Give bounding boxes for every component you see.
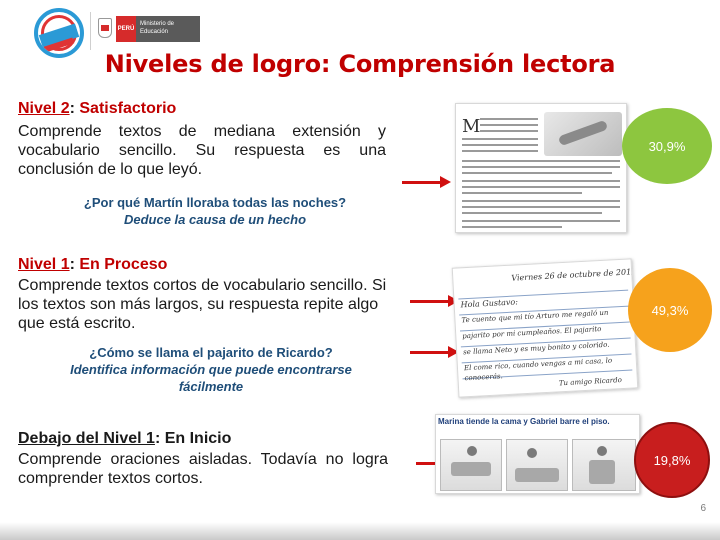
level-2-status: Satisfactorio (74, 100, 177, 117)
level-1-skill: Identifica información que puede encontrarse fácilmente (70, 362, 352, 394)
level-2-name: Nivel 2 (18, 100, 70, 117)
level-1-description: Comprende textos cortos de vocabulario sencillo. Si los textos son más largos, su respuesta repite algo que está escrito. (18, 277, 387, 332)
below-level-1-percent-badge: 19,8% (634, 422, 710, 498)
letter-greeting: Hola Gustavo: (460, 297, 519, 310)
below-level-1-description: Comprende oraciones aisladas. Todavía no logra comprender textos cortos. (18, 451, 388, 487)
level-1-arrow-bottom (410, 351, 450, 354)
level-2-skill: Deduce la causa de un hecho (123, 212, 307, 227)
letter-signature: Tu amigo Ricardo (558, 376, 623, 388)
article-illustration (544, 112, 622, 156)
reading-text-thumbnail (455, 103, 627, 233)
peru-shield-icon (98, 18, 112, 38)
story-caption: Marina tiende la cama y Gabriel barre el piso. (438, 417, 610, 426)
level-2-question-box (70, 194, 360, 228)
below-level-1-heading: Debajo del Nivel 1: En Inicio (18, 430, 232, 447)
below-level-1-name: Debajo del Nivel 1 (18, 430, 155, 447)
level-2-percent-badge: 30,9% (622, 108, 712, 184)
picture-story-thumbnail (435, 414, 640, 494)
story-panel-b (506, 439, 568, 491)
level-1-question-box (56, 344, 366, 395)
story-panel-a (440, 439, 502, 491)
letter-line-5: conocerás. (464, 372, 503, 383)
peru-label: PERÚ (116, 16, 136, 42)
footer-bar (0, 522, 720, 540)
story-panel-c (572, 439, 636, 491)
level-1-status: En Proceso (74, 256, 168, 273)
drop-cap: M (462, 116, 481, 137)
page-number: 6 (700, 503, 706, 514)
letter-thumbnail (452, 258, 639, 397)
level-2-arrow (402, 181, 442, 184)
letter-line-1: Te cuento que mi tío Arturo me regaló un (461, 308, 609, 325)
level-2-description: Comprende textos de mediana extensión y vocabulario sencillo. Su respuesta es una conclusión de lo que leyó. (18, 123, 386, 178)
level-1-question: ¿Cómo se llama el pajarito de Ricardo? (89, 345, 333, 360)
level-2-heading: Nivel 2: Satisfactorio (18, 100, 177, 117)
level-1-heading: Nivel 1: En Proceso (18, 256, 168, 273)
letter-line-4: El come rico, cuando vengas a mi casa, lo (463, 356, 613, 373)
level-1-arrow-top (410, 300, 450, 303)
level-1-name: Nivel 1 (18, 256, 70, 273)
letter-line-3: se llama Neto y es muy bonito y colorido. (462, 340, 610, 357)
letter-line-2: pajarito por mi cumpleaños. El pajarito (462, 325, 602, 341)
below-level-1-status: En Inicio (160, 430, 232, 447)
letter-date: Viernes 26 de octubre de 2012 (511, 267, 637, 283)
level-1-percent-badge: 49,3% (628, 268, 712, 352)
page-title: Niveles de logro: Comprensión lectora (104, 50, 616, 78)
ministry-label: Ministerio de Educación (136, 16, 200, 42)
level-2-question: ¿Por qué Martín lloraba todas las noches? (83, 195, 347, 210)
header-divider (90, 12, 91, 50)
